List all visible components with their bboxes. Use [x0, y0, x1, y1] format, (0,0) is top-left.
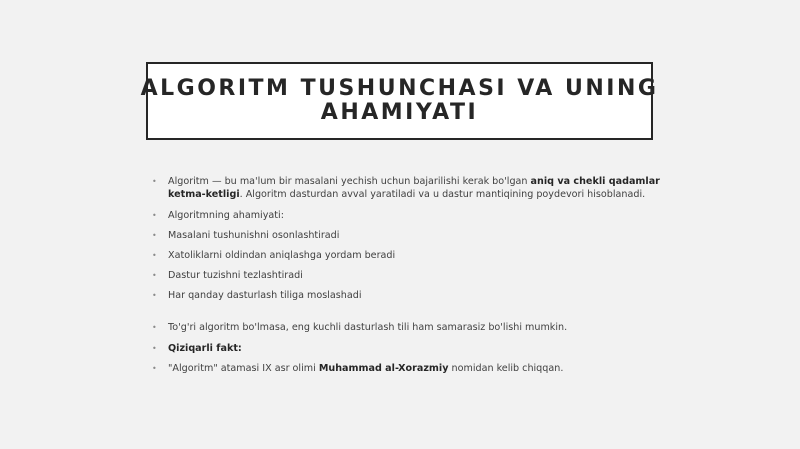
bullet-marker: • — [152, 344, 157, 353]
bullet-marker: • — [152, 231, 157, 240]
bullet-text: Algoritmning ahamiyati: — [168, 210, 284, 221]
definition-bold: aniq va chekli qadamlar — [530, 176, 660, 187]
bullet-text: Xatoliklarni oldindan aniqlashga yordam beradi — [168, 250, 396, 261]
bullet-importance-3 — [152, 269, 303, 282]
bullet-marker: • — [152, 323, 157, 332]
fact-text-end: nomidan kelib chiqqan. — [448, 363, 564, 374]
bullet-fun-fact-heading — [152, 342, 242, 355]
bullet-correct-algorithm — [152, 321, 567, 334]
bullet-text: To'g'ri algoritm bo'lmasa, eng kuchli dasturlash tili ham samarasiz bo'lishi mumkin. — [168, 322, 568, 333]
bullet-marker: • — [152, 271, 157, 280]
bullet-fun-fact — [152, 362, 563, 375]
bullet-marker: • — [152, 177, 157, 186]
bullet-text: Har qanday dasturlash tiliga moslashadi — [168, 290, 362, 301]
bullet-text: Qiziqarli fakt: — [168, 343, 242, 354]
bullet-importance-heading — [152, 209, 284, 222]
bullet-marker: • — [152, 291, 157, 300]
fact-text-start: "Algoritm" atamasi IX asr olimi — [168, 363, 319, 374]
slide-title-line-1: ALGORITM TUSHUNCHASI VA UNING — [140, 76, 659, 101]
slide-title-box — [140, 62, 659, 140]
bullet-importance-2 — [152, 249, 395, 262]
bullet-marker: • — [152, 211, 157, 220]
bullet-definition — [152, 175, 660, 201]
definition-bold-2: ketma-ketligi — [168, 189, 240, 200]
definition-text-end: . Algoritm dasturdan avval yaratiladi va u dastur mantiqining poydevori hisoblanadi. — [239, 189, 646, 200]
bullet-marker: • — [152, 364, 157, 373]
bullet-text: Dastur tuzishni tezlashtiradi — [168, 270, 303, 281]
bullet-importance-4 — [152, 289, 362, 302]
bullet-importance-1 — [152, 229, 339, 242]
slide-title-line-2: AHAMIYATI — [320, 100, 479, 125]
bullet-text: Masalani tushunishni osonlashtiradi — [168, 230, 340, 241]
fact-bold-name: Muhammad al-Xorazmiy — [318, 363, 449, 374]
definition-text-start: Algoritm — bu ma'lum bir masalani yechish uchun bajarilishi kerak bo'lgan — [168, 176, 531, 187]
bullet-marker: • — [152, 251, 157, 260]
